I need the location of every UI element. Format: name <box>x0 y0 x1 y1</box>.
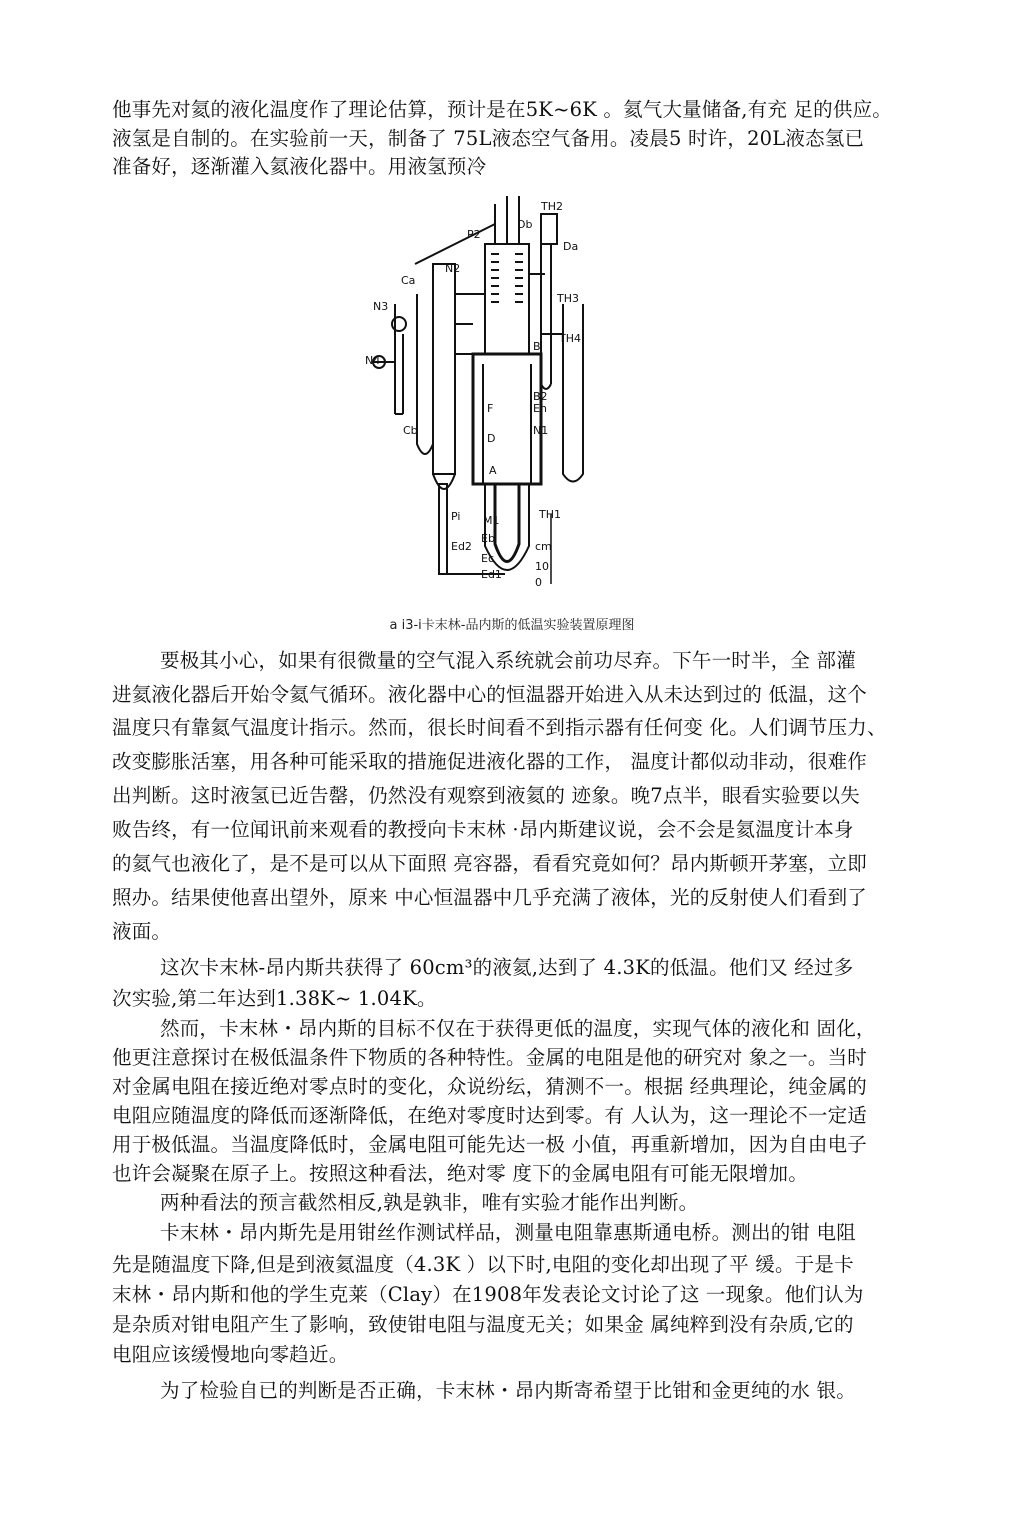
label: Ed1 <box>481 568 502 581</box>
text-line: 电阻应随温度的降低而逐渐降低，在绝对零度时达到零。有 人认为，这一理论不一定适 <box>112 1104 867 1127</box>
label: B <box>533 340 541 353</box>
text-line: 出判断。这时液氢已近告罄，仍然没有观察到液氦的 迹象。晚7点半，眼看实验要以失 <box>112 784 860 807</box>
central-column <box>485 244 529 354</box>
label: Db <box>517 218 533 231</box>
label: Da <box>563 240 579 253</box>
text-line: 卡末林・昂内斯先是用钳丝作测试样品，测量电阻靠惠斯通电桥。测出的钳 电阻 <box>160 1221 856 1244</box>
text-line: 要极其小心，如果有很微量的空气混入系统就会前功尽弃。下午一时半，全 部灌 <box>160 649 856 672</box>
text-line: 用于极低温。当温度降低时，金属电阻可能先达一极 小值，再重新增加，因为自由电子 <box>112 1133 867 1156</box>
label: Pi <box>451 510 461 523</box>
label: Ca <box>401 274 416 287</box>
text-line: 次实验,第二年达到1.38K~ 1.04K。 <box>112 987 437 1010</box>
text-line: 对金属电阻在接近绝对零点时的变化，众说纷纭，猜测不一。根据 经典理论，纯金属的 <box>112 1075 867 1098</box>
label: N3 <box>373 300 389 313</box>
text-line: 这次卡末林-昂内斯共获得了 60cm³的液氦,达到了 4.3K的低温。他们又 经过多 <box>160 956 854 979</box>
text-line: 改变膨胀活塞，用各种可能采取的措施促进液化器的工作， 温度计都似动非动，很难作 <box>112 750 867 773</box>
text-line: 照办。结果使他喜出望外，原来 中心恒温器中几乎充满了液体，光的反射使人们看到了 <box>112 886 867 909</box>
label: En <box>533 402 547 415</box>
label: Ed2 <box>451 540 472 553</box>
label: 0 <box>535 576 542 589</box>
text-line: 电阻应该缓慢地向零趋近。 <box>112 1343 349 1366</box>
label: B2 <box>533 390 548 403</box>
text-line: 然而，卡末林・昂内斯的目标不仅在于获得更低的温度，实现气体的液化和 固化， <box>160 1017 876 1040</box>
text-line: 的氦气也液化了，是不是可以从下面照 亮容器，看看究竟如何？昂内斯顿开茅塞，立即 <box>112 852 867 875</box>
text-line: 液氢是自制的。在实验前一天，制备了 75L液态空气备用。凌晨5 时许，20L液态氢已 <box>112 127 865 150</box>
label: cm <box>535 540 552 553</box>
label: TH2 <box>541 200 563 213</box>
label: N4 <box>365 354 381 367</box>
label: F <box>487 402 494 415</box>
label: M1 <box>483 514 500 527</box>
text-line: 他事先对氦的液化温度作了理论估算，预计是在5K~6K 。氦气大量储备,有充 足的供应。 <box>112 98 892 121</box>
label: A <box>489 464 497 477</box>
figure-caption: a i3-i卡末林-品内斯的低温实验装置原理图 <box>389 618 635 633</box>
label: Cb <box>403 424 418 437</box>
text-line: 为了检验自已的判断是否正确，卡末林・昂内斯寄希望于比钳和金更纯的水 银。 <box>160 1379 856 1402</box>
text-line: 液面。 <box>112 920 172 943</box>
text-line: 两种看法的预言截然相反,孰是孰非，唯有实验才能作出判断。 <box>160 1191 699 1214</box>
text-line: 温度只有靠氦气温度计指示。然而，很长时间看不到指示器有任何变 化。人们调节压力、 <box>112 716 887 739</box>
left-vessel <box>433 264 455 474</box>
label: TH3 <box>557 292 579 305</box>
label: N1 <box>533 424 549 437</box>
label: N2 <box>445 262 461 275</box>
text-line: 败告终，有一位闻讯前来观看的教授向卡末林 ·昂内斯建议说，会不会是氦温度计本身 <box>112 818 854 841</box>
apparatus-diagram <box>355 184 605 604</box>
text-line: 他更注意探讨在极低温条件下物质的各种特性。金属的电阻是他的研究对 象之一。当时 <box>112 1046 867 1069</box>
label: 10 <box>535 560 549 573</box>
text-line: 末林・昂内斯和他的学生克莱（Clay）在1908年发表论文讨论了这 一现象。他们认为 <box>112 1283 864 1306</box>
label: P2 <box>467 228 481 241</box>
label: D <box>487 432 496 445</box>
text-line: 也许会凝聚在原子上。按照这种看法，绝对零 度下的金属电阻有可能无限增加。 <box>112 1162 808 1185</box>
label: Eb <box>481 532 495 545</box>
label: TH1 <box>539 508 561 521</box>
label: Ec <box>481 552 494 565</box>
text-line: 是杂质对钳电阻产生了影响，致使钳电阻与温度无关；如果金 属纯粹到没有杂质,它的 <box>112 1313 854 1336</box>
text-line: 进氦液化器后开始令氦气循环。液化器中心的恒温器开始进入从未达到过的 低温，这个 <box>112 683 867 706</box>
label: TH4 <box>559 332 581 345</box>
text-line: 准备好，逐渐灌入氦液化器中。用液氢预冷 <box>112 155 487 178</box>
text-line: 先是随温度下降,但是到液氦温度（4.3K ）以下时,电阻的变化却出现了平 缓。于是卡 <box>112 1253 854 1276</box>
